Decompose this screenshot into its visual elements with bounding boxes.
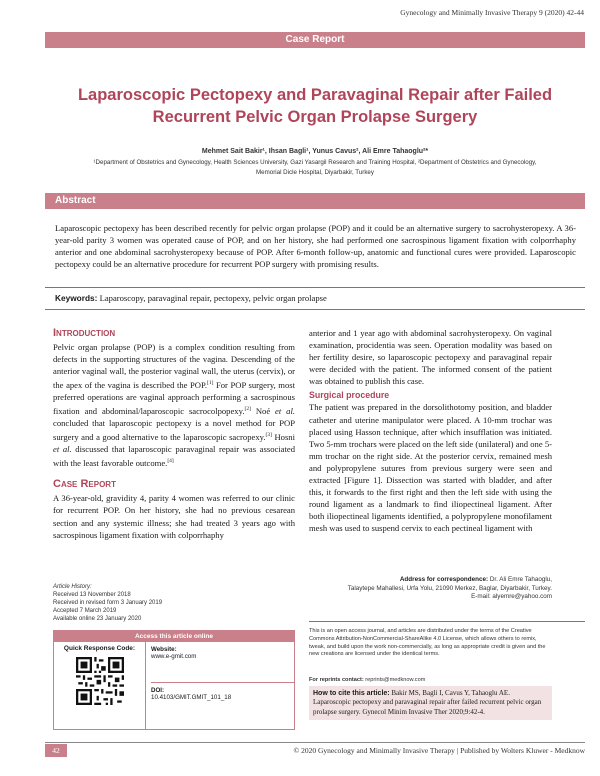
- website-label: Website:: [151, 646, 177, 653]
- how-to-cite-box: [309, 686, 552, 720]
- correspondence-address: Talaytepe Mahallesi, Urfa Yolu, 21090 Merkez, Baglar, Diyarbakir, Turkey.: [347, 584, 552, 592]
- correspondence-email[interactable]: E-mail: alyemre@yahoo.com: [471, 593, 552, 601]
- access-online-box: [53, 630, 295, 730]
- surgical-procedure-heading: Surgical procedure: [309, 390, 390, 401]
- reprints-contact: [309, 677, 552, 683]
- cite-text: Bakir MS, Bagli I, Cavus Y, Tahaoglu AE. Laparoscopic pectopexy and paravaginal repair after failed recurrent pelvic organ prolapse surgery. Gynecol Minim Invasive Ther 2020;9:42-4.: [313, 689, 542, 716]
- article-history: [53, 583, 183, 623]
- affiliation-line-1: ¹Department of Obstetrics and Gynecology, Health Sciences University, Gazi Yasargil Research and Training Hospital, ²Department of Obstetrics and Gynecology,: [93, 159, 537, 166]
- left-column: [53, 327, 295, 541]
- journal-header: Gynecology and Minimally Invasive Therapy 9 (2020) 42-44: [400, 8, 584, 17]
- right-column: [309, 327, 552, 535]
- affiliation-line-2: Memorial Dicle Hospital, Diyarbakir, Turkey: [256, 169, 374, 176]
- surgical-procedure-text: The patient was prepared in the dorsolithotomy position, and bladder catheter and uterine manipulator were placed. A 10-mm trochar was placed using Hasson technique, after which insufflation was initiated. Two 5-mm trochars were placed on the left side (unilateral) and one 5-mm trochar on the right side. At the posterior cervix, remained mesh and polypropylene sutures from previous surgery were seen and extracted [Figure 1]. Dissection was started with bladder, and after this, it forwards to the first right and then the left side with using the round ligament as a landmark to find iliopectineal ligament. After both iliopectineal ligaments identified, a polypropylene monofilament mesh was used to suspend cervix to each pectineal ligament with: [309, 402, 552, 534]
- history-revised: Received in revised form 3 January 2019: [53, 600, 163, 606]
- history-accepted: Accepted 7 March 2019: [53, 608, 117, 614]
- open-access-notice: This is an open access journal, and articles are distributed under the terms of the Creative Commons Attribution-NonCommercial-ShareAlike 4.0 License, which allows others to remix, tweak, and build upon the work non-commercially, as long as appropriate credit is given and the new creations are licensed under the identical terms.: [309, 628, 546, 658]
- keywords-label: Keywords:: [55, 293, 98, 303]
- history-online: Available online 23 January 2020: [53, 616, 142, 622]
- doi-label: DOI:: [151, 687, 165, 694]
- access-heading: Access this article online: [54, 631, 294, 642]
- case-report-heading: Case Report: [53, 478, 116, 491]
- et-al: et al.: [275, 406, 295, 417]
- divider: [45, 287, 585, 288]
- correspondence-line: [309, 576, 552, 585]
- title-line-1: Laparoscopic Pectopexy and Paravaginal Repair after Failed: [77, 86, 553, 104]
- intro-text-part: concluded that laparoscopic pectopexy is a novel method for POP surgery and a good alternative to the laparoscopic sacropexy.: [53, 418, 295, 443]
- intro-text-part: Noé: [250, 406, 276, 417]
- abstract-heading: Abstract: [45, 193, 585, 209]
- introduction-heading: Introduction: [53, 327, 116, 339]
- divider: [45, 309, 585, 310]
- doi-link[interactable]: 10.4103/GMIT.GMIT_101_18: [151, 694, 232, 701]
- website-link[interactable]: www.e-gmit.com: [151, 653, 197, 660]
- et-al: et al.: [53, 444, 72, 455]
- case-report-text: A 36-year-old, gravidity 4, parity 4 women was referred to our clinic for recurrent POP. On her history, she had no previous cesarean section and any systemic illness; she had treated 3 years ago with sacrospinous ligament fixation with colporrhaphy: [53, 493, 295, 540]
- article-history-title: Article History:: [53, 584, 92, 590]
- keywords: [55, 293, 576, 303]
- correspondence-label: Address for correspondence:: [399, 576, 489, 583]
- article-type-banner: Case Report: [45, 32, 585, 48]
- intro-text-part: discussed that laparoscopic paravaginal repair was associated with the least favorable outcome.: [53, 444, 295, 469]
- footer-divider: [45, 742, 585, 743]
- case-report-continuation: anterior and 1 year ago with abdominal sacrohysteropexy. On vaginal examination, procidentia was seen. Operation modality was based on her fertility desire, so laparoscopic pectopexy and paravaginal repair were decided with the patient. The informed consent of the patient was obtained to publish this case.: [309, 328, 552, 387]
- citation-ref[interactable]: [1]: [206, 380, 214, 387]
- correspondence-name: Dr. Ali Emre Tahaoglu,: [489, 576, 552, 583]
- qr-code-icon[interactable]: [76, 657, 124, 705]
- affiliations: [50, 158, 580, 178]
- website-row: [151, 642, 294, 683]
- keywords-list: Laparoscopy, paravaginal repair, pectopexy, pelvic organ prolapse: [99, 293, 327, 303]
- cite-label: How to cite this article:: [313, 690, 390, 697]
- citation-ref[interactable]: [2]: [244, 406, 251, 413]
- qr-cell: [54, 642, 146, 730]
- citation-ref[interactable]: [3]: [265, 432, 272, 439]
- doi-row: [151, 683, 294, 701]
- citation-ref[interactable]: [4]: [167, 458, 174, 465]
- qr-label: Quick Response Code:: [63, 645, 136, 652]
- footer-copyright: © 2020 Gynecology and Minimally Invasive Therapy | Published by Wolters Kluwer - Medknow: [293, 746, 585, 755]
- page-number: 42: [45, 744, 67, 757]
- introduction-text: [53, 341, 295, 469]
- intro-text-part: Pelvic organ prolapse (POP) is a complex condition resulting from defects in the supporting structures of the vagina. Descending of the anterior vaginal wall, the posterior vaginal wall, the uterus (cervix), or the apex of the vagina is described the POP.: [53, 342, 295, 391]
- reprints-label: For reprints contact:: [309, 677, 364, 683]
- divider: [309, 621, 585, 622]
- title-line-2: Recurrent Pelvic Organ Prolapse Surgery: [152, 108, 478, 126]
- reprints-email[interactable]: reprints@medknow.com: [365, 677, 426, 683]
- author-list: Mehmet Sait Bakir¹, Ihsan Bagli¹, Yunus Cavus², Ali Emre Tahaoglu²*: [201, 148, 429, 155]
- correspondence: [309, 576, 552, 602]
- access-info: [146, 642, 294, 730]
- intro-text-part: For POP surgery, most preferred operations are vaginal approach performing a sacrospinous fixation and abdominal/laparoscopic sacrocolpopexy.: [53, 380, 295, 417]
- intro-text-part: Hosni: [271, 432, 295, 443]
- article-title: [40, 84, 590, 128]
- history-received: Received 13 November 2018: [53, 592, 131, 598]
- abstract-text: Laparoscopic pectopexy has been described recently for pelvic organ prolapse (POP) and it could be an alternative surgery to sacrohysteropexy. A 36-year-old parity 3 women was operated cause of POP, and on her history, she had performed one sacrospinous ligament fixation with colporrhaphy anterior and one abdominal sacrohysteropexy because of POP. After 6-month follow-up, anatomic and functional cures were provided. Laparoscopic pectopexy could be an alternative procedure for recurrent POP surgery with promising results.: [55, 223, 576, 269]
